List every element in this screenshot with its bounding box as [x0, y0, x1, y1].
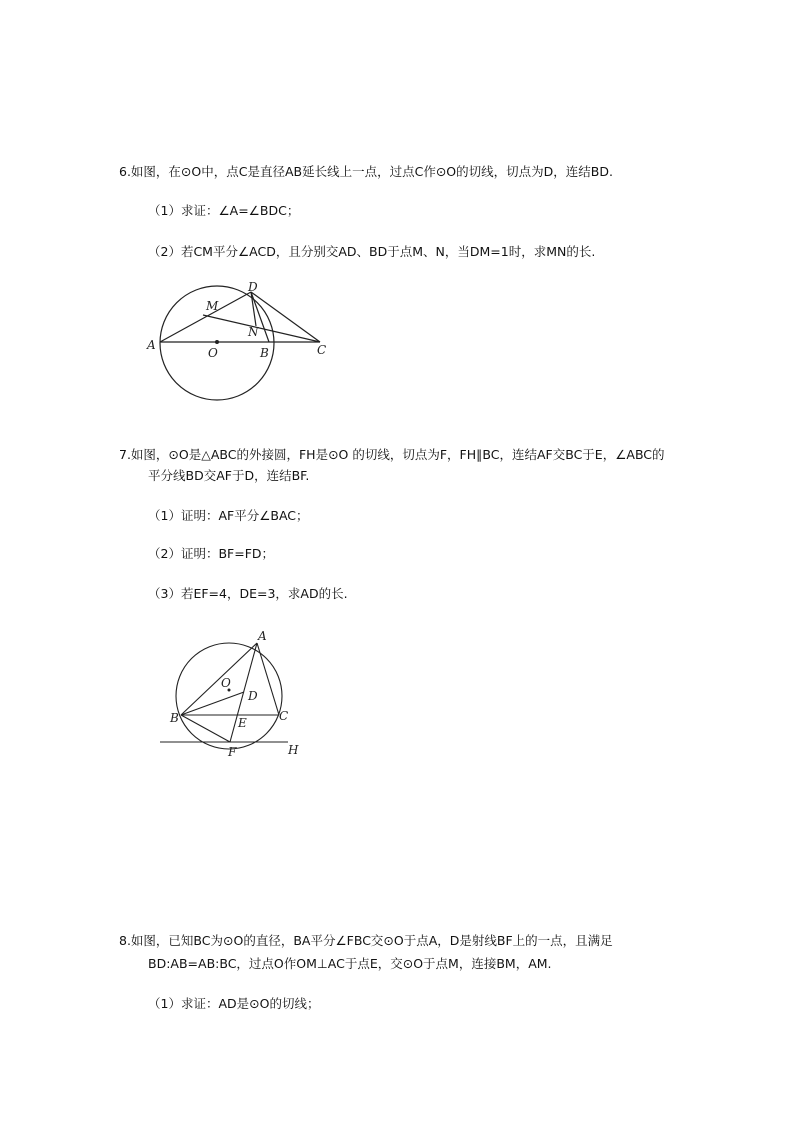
- q6-label-d: D: [248, 280, 258, 294]
- q6-label-c: C: [317, 343, 327, 357]
- q7-label-e: E: [238, 716, 247, 730]
- q7-part2: （2）证明：BF=FD；: [148, 546, 275, 561]
- q6-line-mc: [203, 315, 320, 342]
- q7-stem-line2: 平分线BD交AF于D，连结BF.: [148, 468, 310, 483]
- q7-label-h: H: [288, 743, 299, 757]
- q6-label-a: A: [147, 338, 156, 352]
- q7-label-d: D: [248, 689, 258, 703]
- q7-label-c: C: [279, 709, 289, 723]
- q7-circle: [176, 643, 282, 749]
- q6-center-dot: [215, 340, 219, 344]
- q7-line-bf: [181, 715, 230, 742]
- q6-part2: （2）若CM平分∠ACD，且分别交AD、BD于点M、N，当DM=1时，求MN的长.: [148, 244, 596, 259]
- q7-line-ac: [257, 643, 279, 715]
- q7-line-ab: [181, 643, 257, 715]
- q6-part1: （1）求证：∠A=∠BDC；: [148, 203, 300, 218]
- q8-stem-line2: BD:AB=AB:BC，过点O作OM⊥AC于点E，交⊙O于点M，连接BM，AM.: [148, 956, 552, 971]
- q7-part3: （3）若EF=4，DE=3，求AD的长.: [148, 586, 348, 601]
- q6-stem: 6.如图，在⊙O中，点C是直径AB延长线上一点，过点C作⊙O的切线，切点为D，连结BD.: [119, 164, 613, 179]
- q7-label-a: A: [258, 629, 267, 643]
- q8-part1: （1）求证：AD是⊙O的切线；: [148, 996, 320, 1011]
- q6-line-dn: [251, 292, 256, 326]
- q6-label-o: O: [208, 346, 218, 360]
- q6-label-b: B: [260, 346, 269, 360]
- q8-stem-line1: 8.如图，已知BC为⊙O的直径，BA平分∠FBC交⊙O于点A，D是射线BF上的一点，且满足: [119, 933, 613, 948]
- q7-figure: [154, 628, 314, 764]
- q6-figure: [140, 278, 340, 403]
- q7-part1: （1）证明：AF平分∠BAC；: [148, 508, 309, 523]
- q6-label-n: N: [248, 325, 259, 339]
- q7-stem-line1: 7.如图，⊙O是△ABC的外接圆，FH是⊙O 的切线，切点为F，FH∥BC，连结AF交BC于E，∠ABC的: [119, 447, 665, 462]
- q7-label-b: B: [170, 711, 179, 725]
- q7-line-bd: [181, 692, 244, 715]
- q7-label-o: O: [221, 676, 231, 690]
- q6-label-m: M: [206, 299, 219, 313]
- q7-label-f: F: [228, 745, 237, 759]
